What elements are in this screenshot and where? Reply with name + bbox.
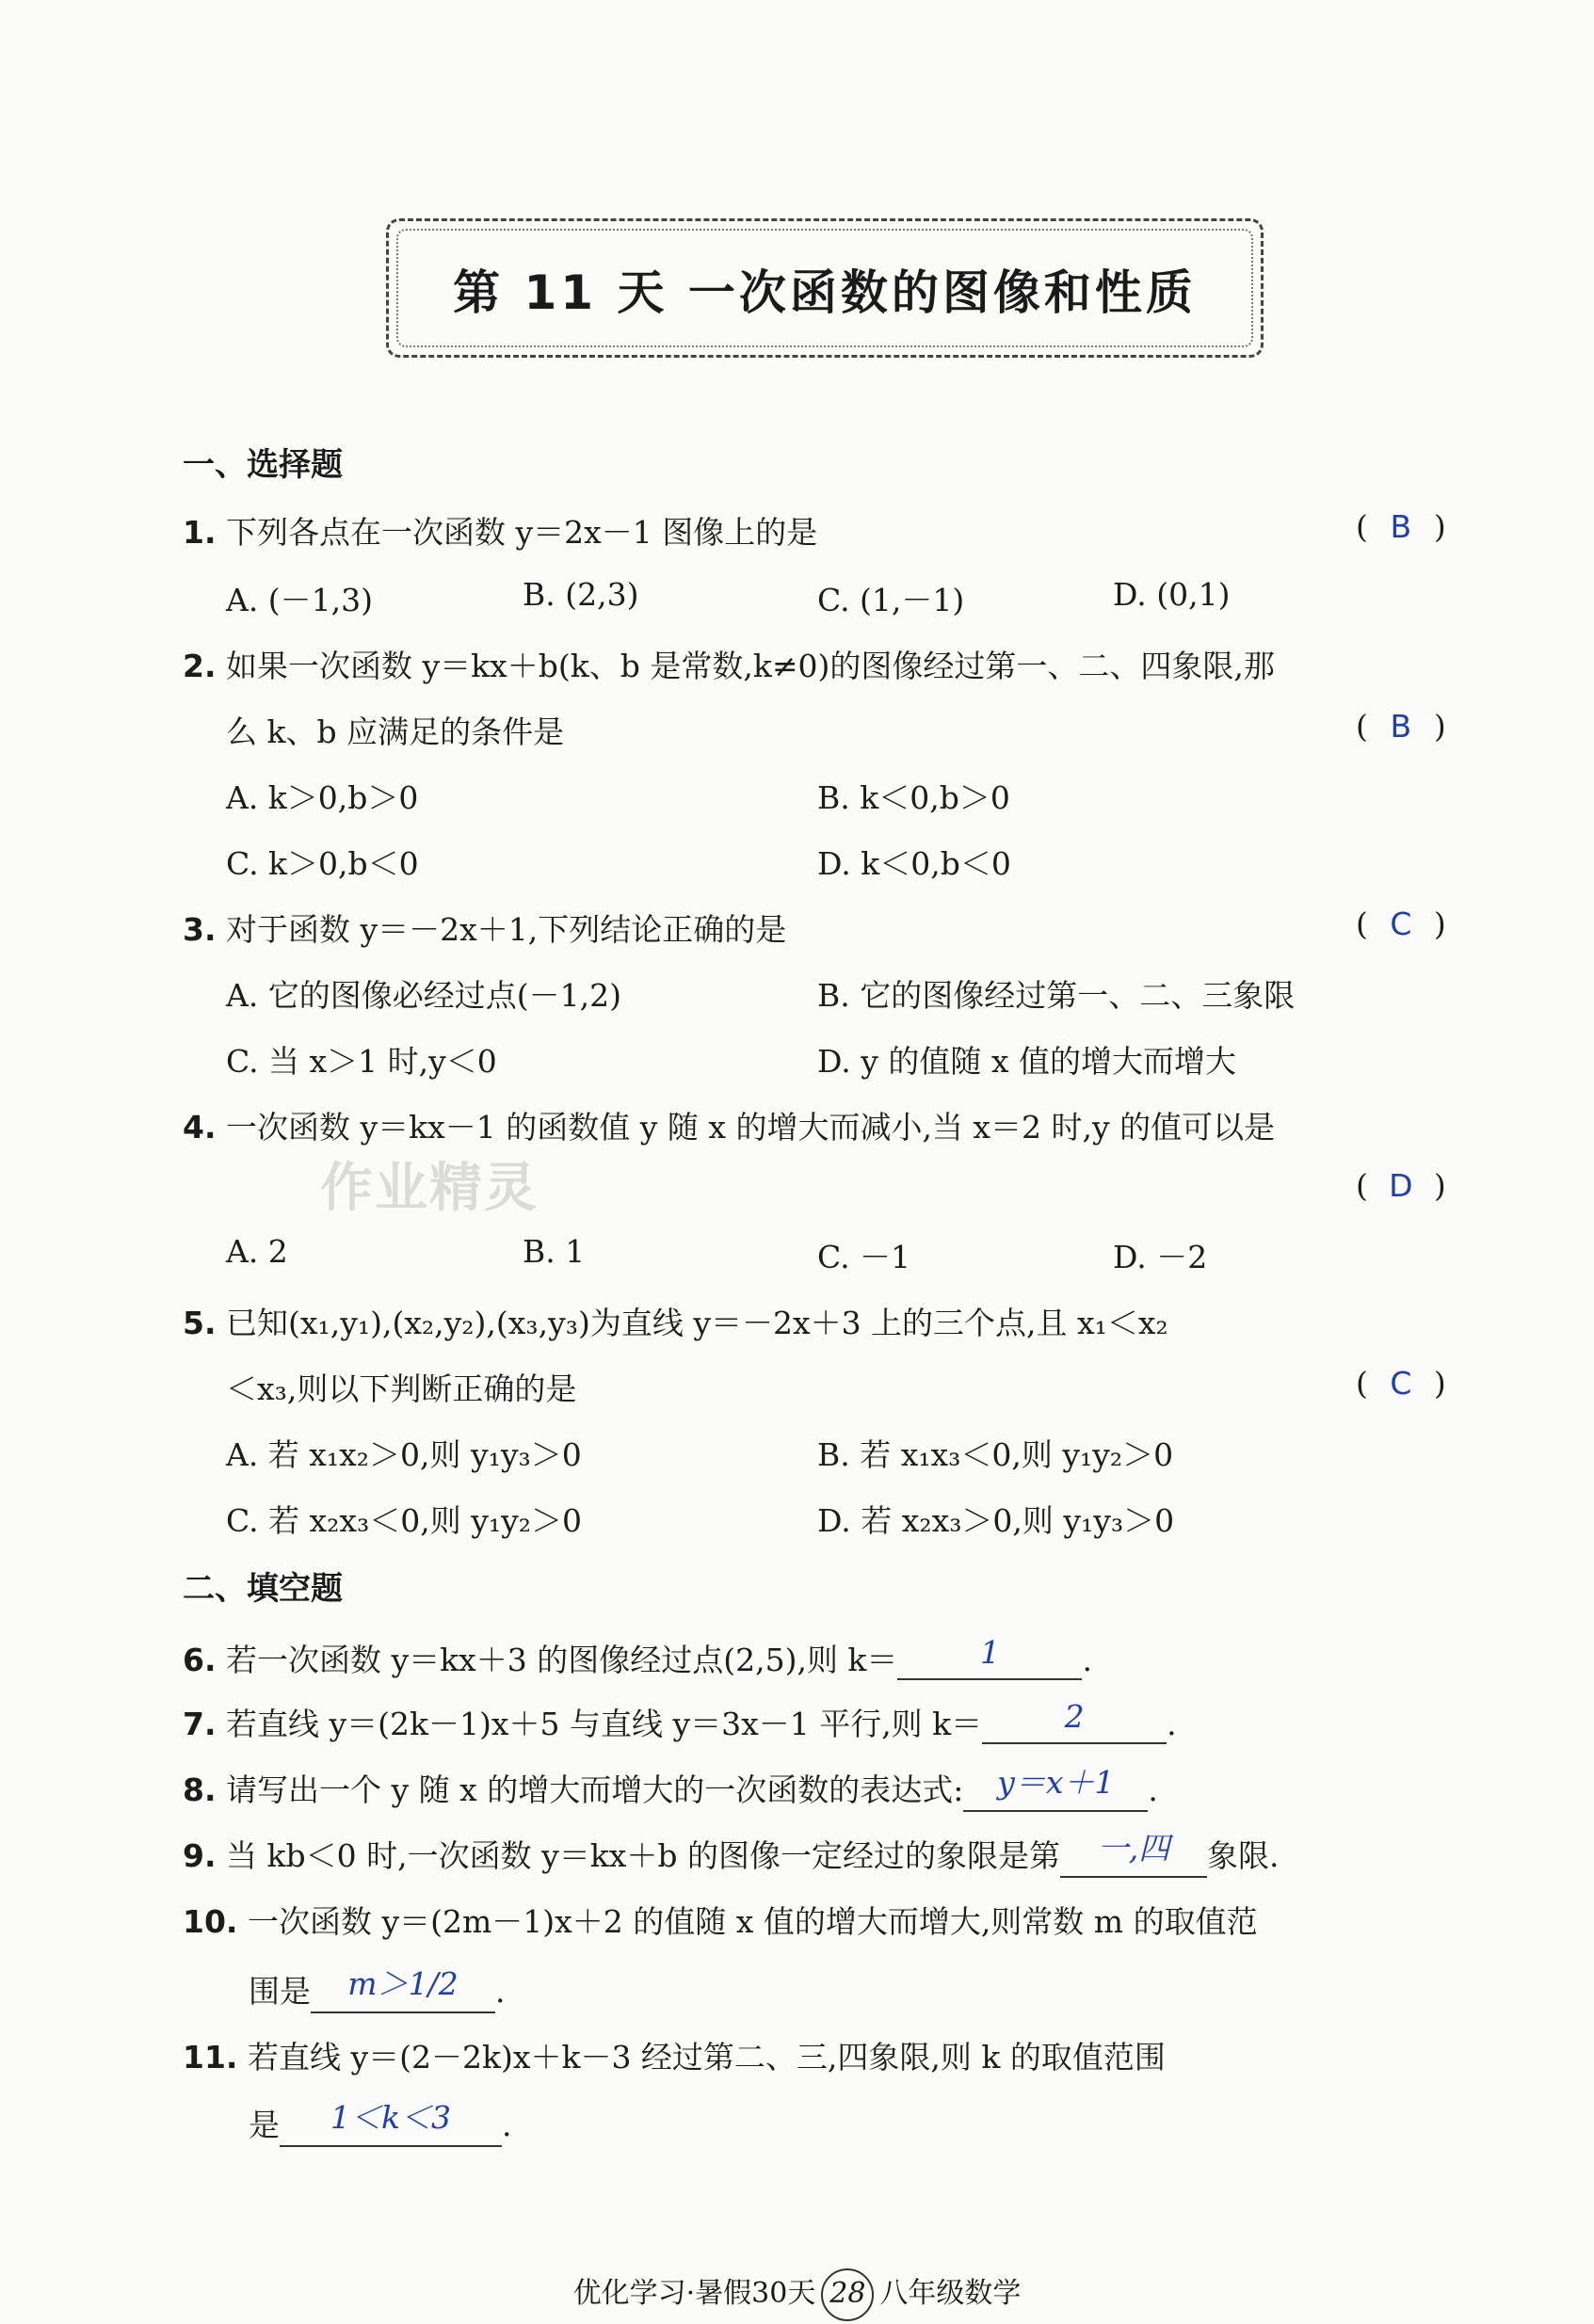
question-number: 4. bbox=[183, 1109, 217, 1146]
option-b: B. 若 x₁x₃＜0,则 y₁y₂＞0 bbox=[817, 1436, 1174, 1473]
option-c: C. (1,－1) bbox=[817, 582, 965, 618]
answer-blank-11: 1＜k＜3 bbox=[280, 2101, 502, 2147]
option-d: D. y 的值随 x 值的增大而增大 bbox=[817, 1043, 1236, 1080]
question-number: 3. bbox=[183, 911, 217, 948]
answer-2: B bbox=[1390, 708, 1412, 745]
answer-blank-6: 1 bbox=[897, 1642, 1082, 1680]
answer-blank-7: 2 bbox=[982, 1706, 1167, 1744]
question-stem: 下列各点在一次函数 y＝2x－1 图像上的是 bbox=[226, 514, 818, 551]
section-choice-heading: 一、选择题 bbox=[183, 446, 343, 484]
page-footer bbox=[0, 2268, 1594, 2321]
footer-series: 优化学习·暑假30天 bbox=[572, 2277, 816, 2310]
question-9: 9. 当 kb＜0 时,一次函数 y＝kx＋b 的图像一定经过的象限是第 一,四 象限. bbox=[183, 1832, 1279, 1878]
answer-bracket-4: ( D ) bbox=[1356, 1167, 1446, 1204]
question-number: 7. bbox=[183, 1706, 217, 1742]
option-b: B. 1 bbox=[523, 1233, 586, 1270]
question-2 bbox=[183, 642, 1275, 686]
option-a: A. k＞0,b＞0 bbox=[226, 779, 419, 816]
question-5 bbox=[183, 1299, 1168, 1343]
question-stem: 如果一次函数 y＝kx＋b(k、b 是常数,k≠0)的图像经过第一、二、四象限,那 bbox=[226, 648, 1275, 684]
watermark: 作业精灵 bbox=[320, 1158, 539, 1219]
option-d: D. (0,1) bbox=[1113, 576, 1231, 613]
question-number: 6. bbox=[183, 1642, 217, 1678]
answer-blank-10: m＞1/2 bbox=[311, 1967, 495, 2013]
question-stem: 一次函数 y＝kx－1 的函数值 y 随 x 的增大而减小,当 x＝2 时,y 的值可以是 bbox=[226, 1109, 1276, 1146]
question-3 bbox=[183, 906, 786, 950]
page-title: 第 11 天 一次函数的图像和性质 bbox=[453, 265, 1197, 320]
question-number: 10. bbox=[183, 1903, 238, 1940]
answer-3: C bbox=[1390, 906, 1412, 942]
option-a: A. 若 x₁x₂＞0,则 y₁y₃＞0 bbox=[226, 1436, 582, 1473]
footer-subject: 八年级数学 bbox=[879, 2277, 1022, 2310]
question-10: 10. 一次函数 y＝(2m－1)x＋2 的值随 x 值的增大而增大,则常数 m 的取值范 bbox=[183, 1903, 1258, 1940]
option-d: D. k＜0,b＜0 bbox=[817, 845, 1011, 882]
question-number: 2. bbox=[183, 648, 217, 684]
answer-4: D bbox=[1389, 1167, 1413, 1204]
question-6: 6. 若一次函数 y＝kx＋3 的图像经过点(2,5),则 k＝ 1 . bbox=[183, 1634, 1092, 1678]
option-c: C. k＞0,b＜0 bbox=[226, 845, 419, 882]
question-5-cont: ＜x₃,则以下判断正确的是 bbox=[226, 1370, 577, 1407]
option-c: C. 若 x₂x₃＜0,则 y₁y₂＞0 bbox=[226, 1502, 582, 1539]
option-d: D. －2 bbox=[1113, 1239, 1208, 1275]
question-11: 11. 若直线 y＝(2－2k)x＋k－3 经过第二、三,四象限,则 k 的取值范围 bbox=[183, 2039, 1166, 2076]
option-a: A. (－1,3) bbox=[226, 582, 374, 618]
question-number: 5. bbox=[183, 1305, 217, 1341]
option-b: B. 它的图像经过第一、二、三象限 bbox=[817, 977, 1296, 1014]
question-stem: 对于函数 y＝－2x＋1,下列结论正确的是 bbox=[226, 911, 787, 948]
question-7: 7. 若直线 y＝(2k－1)x＋5 与直线 y＝3x－1 平行,则 k＝ 2 . bbox=[183, 1698, 1177, 1742]
question-number: 9. bbox=[183, 1837, 217, 1874]
page-number: 28 bbox=[821, 2268, 874, 2321]
question-10-cont: 围是 m＞1/2 . bbox=[249, 1967, 506, 2013]
question-1 bbox=[183, 508, 817, 553]
answer-1: B bbox=[1390, 508, 1412, 545]
option-b: B. (2,3) bbox=[523, 576, 639, 613]
option-b: B. k＜0,b＞0 bbox=[817, 779, 1010, 816]
question-2-cont: 么 k、b 应满足的条件是 bbox=[226, 713, 565, 750]
question-11-cont: 是 1＜k＜3 . bbox=[249, 2101, 512, 2147]
answer-bracket-2: ( B ) bbox=[1356, 708, 1446, 745]
answer-blank-9: 一,四 bbox=[1060, 1832, 1207, 1878]
question-number: 11. bbox=[183, 2039, 238, 2076]
section-fill-heading: 二、填空题 bbox=[183, 1570, 343, 1608]
question-8: 8. 请写出一个 y 随 x 的增大而增大的一次函数的表达式: y＝x＋1 . bbox=[183, 1766, 1158, 1812]
answer-bracket-5: ( C ) bbox=[1356, 1365, 1446, 1402]
question-number: 1. bbox=[183, 514, 217, 551]
option-c: C. －1 bbox=[817, 1239, 911, 1275]
option-a: A. 它的图像必经过点(－1,2) bbox=[226, 977, 622, 1014]
question-number: 8. bbox=[183, 1771, 217, 1808]
title-box bbox=[386, 218, 1264, 358]
option-c: C. 当 x＞1 时,y＜0 bbox=[226, 1043, 497, 1080]
answer-blank-8: y＝x＋1 bbox=[963, 1766, 1148, 1812]
answer-bracket-3: ( C ) bbox=[1356, 906, 1446, 942]
question-stem: 已知(x₁,y₁),(x₂,y₂),(x₃,y₃)为直线 y＝－2x＋3 上的三个点,且 x₁＜x₂ bbox=[226, 1305, 1168, 1341]
option-a: A. 2 bbox=[226, 1233, 288, 1270]
answer-bracket-1: ( B ) bbox=[1356, 508, 1446, 545]
question-4 bbox=[183, 1103, 1275, 1147]
answer-5: C bbox=[1390, 1365, 1412, 1402]
option-d: D. 若 x₂x₃＞0,则 y₁y₃＞0 bbox=[817, 1502, 1175, 1539]
